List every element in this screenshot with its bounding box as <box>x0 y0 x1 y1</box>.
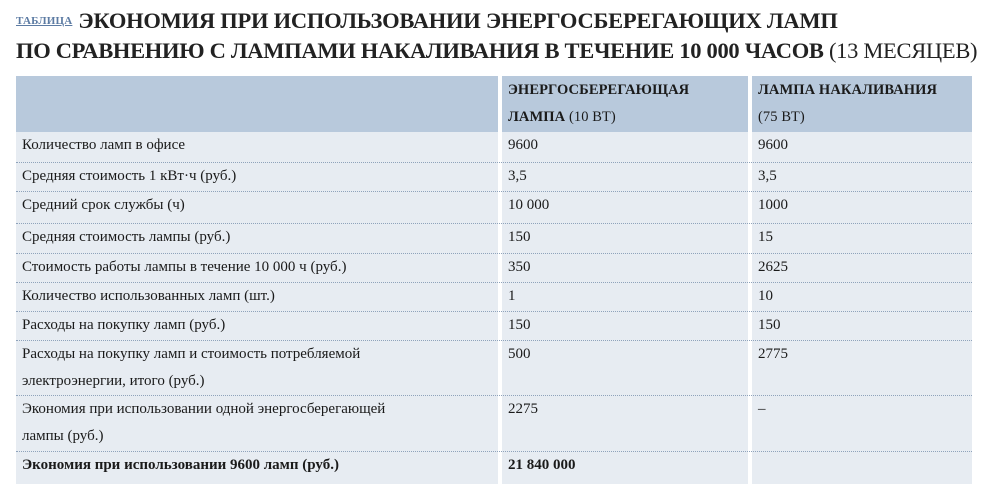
row-divider <box>16 451 972 452</box>
energy-saving-value: 500 <box>502 341 748 396</box>
header-incandescent-unit: (75 ВТ) <box>758 109 805 125</box>
row-label: Средняя стоимость лампы (руб.) <box>16 224 498 254</box>
incandescent-value: 1000 <box>752 192 972 224</box>
energy-saving-value: 350 <box>502 254 748 283</box>
incandescent-value: 10 <box>752 283 972 312</box>
header-energy-line1: ЭНЕРГОСБЕРЕГАЮЩАЯ <box>508 82 690 98</box>
incandescent-value: 2775 <box>752 341 972 396</box>
table-row <box>16 283 972 312</box>
energy-saving-value: 9600 <box>502 132 748 163</box>
incandescent-value: 15 <box>752 224 972 254</box>
energy-saving-value: 3,5 <box>502 163 748 192</box>
row-divider <box>16 395 972 396</box>
total-label: Экономия при использовании 9600 ламп (руб.) <box>16 452 498 484</box>
incandescent-value: – <box>752 396 972 452</box>
table-header <box>16 76 972 132</box>
table-row <box>16 192 972 224</box>
row-label-line1: Расходы на покупку ламп и стоимость потребляемой <box>22 346 361 362</box>
energy-saving-value: 150 <box>502 312 748 341</box>
table-total-row <box>16 452 972 484</box>
row-label: Стоимость работы лампы в течение 10 000 ч (руб.) <box>16 254 498 283</box>
row-label <box>16 341 498 396</box>
header-energy-line2: ЛАМПА <box>508 109 566 125</box>
table-row <box>16 396 972 452</box>
title-text-1: ЭКОНОМИЯ ПРИ ИСПОЛЬЗОВАНИИ ЭНЕРГОСБЕРЕГАЮЩИХ ЛАМП <box>78 8 838 33</box>
table-row <box>16 254 972 283</box>
row-divider <box>16 340 972 341</box>
row-divider <box>16 162 972 163</box>
row-label: Количество ламп в офисе <box>16 132 498 163</box>
table-tag: ТАБЛИЦА <box>16 15 73 27</box>
incandescent-value: 3,5 <box>752 163 972 192</box>
row-label: Средняя стоимость 1 кВт·ч (руб.) <box>16 163 498 192</box>
table-title <box>16 6 976 66</box>
header-energy-saving <box>502 76 748 132</box>
header-incandescent <box>752 76 972 132</box>
table-row <box>16 341 972 396</box>
total-incandescent-value <box>752 452 972 484</box>
table-row <box>16 132 972 163</box>
row-divider <box>16 191 972 192</box>
comparison-table <box>16 76 972 484</box>
incandescent-value: 9600 <box>752 132 972 163</box>
row-label: Средний срок службы (ч) <box>16 192 498 224</box>
row-label-line1: Экономия при использовании одной энергосберегающей <box>22 401 386 417</box>
title-text-2: ПО СРАВНЕНИЮ С ЛАМПАМИ НАКАЛИВАНИЯ В ТЕЧЕНИЕ 10 000 ЧАСОВ <box>16 38 824 63</box>
row-divider <box>16 253 972 254</box>
header-incandescent-line1: ЛАМПА НАКАЛИВАНИЯ <box>758 82 938 98</box>
row-label-line2: лампы (руб.) <box>22 428 104 444</box>
energy-saving-value: 150 <box>502 224 748 254</box>
row-divider <box>16 223 972 224</box>
row-label: Расходы на покупку ламп (руб.) <box>16 312 498 341</box>
title-duration: (13 МЕСЯЦЕВ) <box>828 38 978 63</box>
title-line-2 <box>16 36 976 66</box>
incandescent-value: 2625 <box>752 254 972 283</box>
row-label-line2: электроэнергии, итого (руб.) <box>22 373 205 389</box>
incandescent-value: 150 <box>752 312 972 341</box>
total-energy-saving-value: 21 840 000 <box>502 452 748 484</box>
energy-saving-value: 10 000 <box>502 192 748 224</box>
title-line-1 <box>16 6 976 36</box>
table-row <box>16 312 972 341</box>
header-empty-cell <box>16 76 498 132</box>
energy-saving-value: 1 <box>502 283 748 312</box>
row-divider <box>16 311 972 312</box>
header-energy-unit: (10 ВТ) <box>568 109 616 125</box>
row-label <box>16 396 498 452</box>
row-label: Количество использованных ламп (шт.) <box>16 283 498 312</box>
energy-saving-value: 2275 <box>502 396 748 452</box>
table-row <box>16 224 972 254</box>
table-row <box>16 163 972 192</box>
row-divider <box>16 282 972 283</box>
